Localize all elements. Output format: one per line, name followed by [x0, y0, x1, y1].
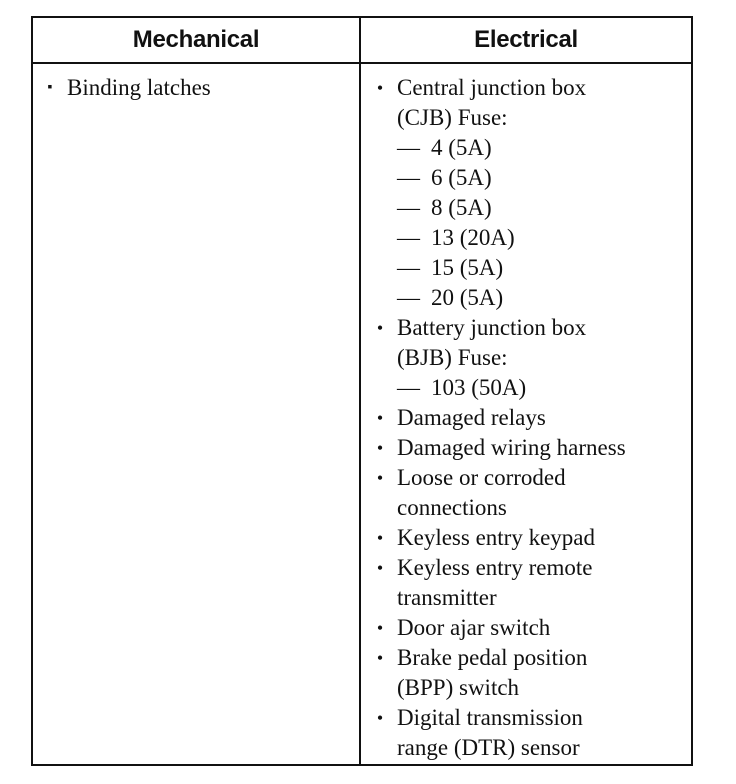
- bullet-icon: •: [376, 558, 384, 578]
- electrical-item-text: Loose or corroded: [397, 465, 566, 490]
- bullet-icon: •: [376, 618, 384, 638]
- electrical-item-text: Damaged wiring harness: [397, 435, 626, 460]
- electrical-item-text: (BPP) switch: [397, 675, 520, 700]
- fuse-value: 103 (50A): [431, 375, 527, 400]
- electrical-list: [371, 73, 626, 763]
- fuse-value: 13 (20A): [431, 225, 515, 250]
- bullet-icon: ▪: [47, 80, 53, 95]
- electrical-item: [371, 613, 626, 643]
- electrical-item-text: connections: [397, 495, 507, 520]
- fuse-value: 6 (5A): [431, 165, 492, 190]
- dash-icon: —: [397, 165, 420, 190]
- electrical-item-text: (BJB) Fuse:: [397, 345, 508, 370]
- electrical-item: [371, 403, 626, 433]
- bullet-icon: •: [376, 318, 384, 338]
- electrical-item: [371, 463, 626, 523]
- electrical-item: [371, 433, 626, 463]
- fuse-value: 20 (5A): [431, 285, 504, 310]
- sub-list: [397, 133, 626, 313]
- electrical-item-text: transmitter: [397, 585, 497, 610]
- sub-list-item: [397, 193, 626, 223]
- dash-icon: —: [397, 195, 420, 220]
- bullet-icon: •: [376, 708, 384, 728]
- symptom-table: [31, 16, 693, 766]
- electrical-item-text: Damaged relays: [397, 405, 546, 430]
- dash-icon: —: [397, 285, 420, 310]
- electrical-header: Electrical: [361, 18, 691, 64]
- bullet-icon: •: [376, 528, 384, 548]
- sub-list-item: [397, 373, 626, 403]
- electrical-item-text: Battery junction box: [397, 315, 587, 340]
- electrical-item: [371, 313, 626, 403]
- mechanical-header: Mechanical: [33, 18, 359, 64]
- bullet-icon: •: [376, 408, 384, 428]
- sub-list-item: [397, 163, 626, 193]
- mechanical-item-text: Binding latches: [67, 75, 211, 100]
- mechanical-item: [41, 73, 211, 103]
- electrical-item: [371, 703, 626, 763]
- bullet-icon: •: [376, 468, 384, 488]
- electrical-item-text: Keyless entry keypad: [397, 525, 595, 550]
- electrical-item-text: (CJB) Fuse:: [397, 105, 508, 130]
- electrical-item-text: Door ajar switch: [397, 615, 551, 640]
- bullet-icon: •: [376, 438, 384, 458]
- bullet-icon: •: [376, 648, 384, 668]
- electrical-item-text: Brake pedal position: [397, 645, 588, 670]
- electrical-item-text: Digital transmission: [397, 705, 583, 730]
- mechanical-column: [33, 18, 361, 764]
- dash-icon: —: [397, 135, 420, 160]
- electrical-item: [371, 643, 626, 703]
- mechanical-list: [41, 73, 211, 103]
- fuse-value: 4 (5A): [431, 135, 492, 160]
- bullet-icon: •: [376, 78, 384, 98]
- sub-list-item: [397, 283, 626, 313]
- sub-list-item: [397, 223, 626, 253]
- electrical-item-text: range (DTR) sensor: [397, 735, 580, 760]
- dash-icon: —: [397, 225, 420, 250]
- sub-list-item: [397, 253, 626, 283]
- sub-list: [397, 373, 626, 403]
- electrical-item-text: Central junction box: [397, 75, 587, 100]
- fuse-value: 8 (5A): [431, 195, 492, 220]
- electrical-column: [361, 18, 691, 764]
- sub-list-item: [397, 133, 626, 163]
- electrical-item: [371, 553, 626, 613]
- electrical-item: [371, 523, 626, 553]
- electrical-item: [371, 73, 626, 313]
- fuse-value: 15 (5A): [431, 255, 504, 280]
- dash-icon: —: [397, 375, 420, 400]
- dash-icon: —: [397, 255, 420, 280]
- electrical-item-text: Keyless entry remote: [397, 555, 593, 580]
